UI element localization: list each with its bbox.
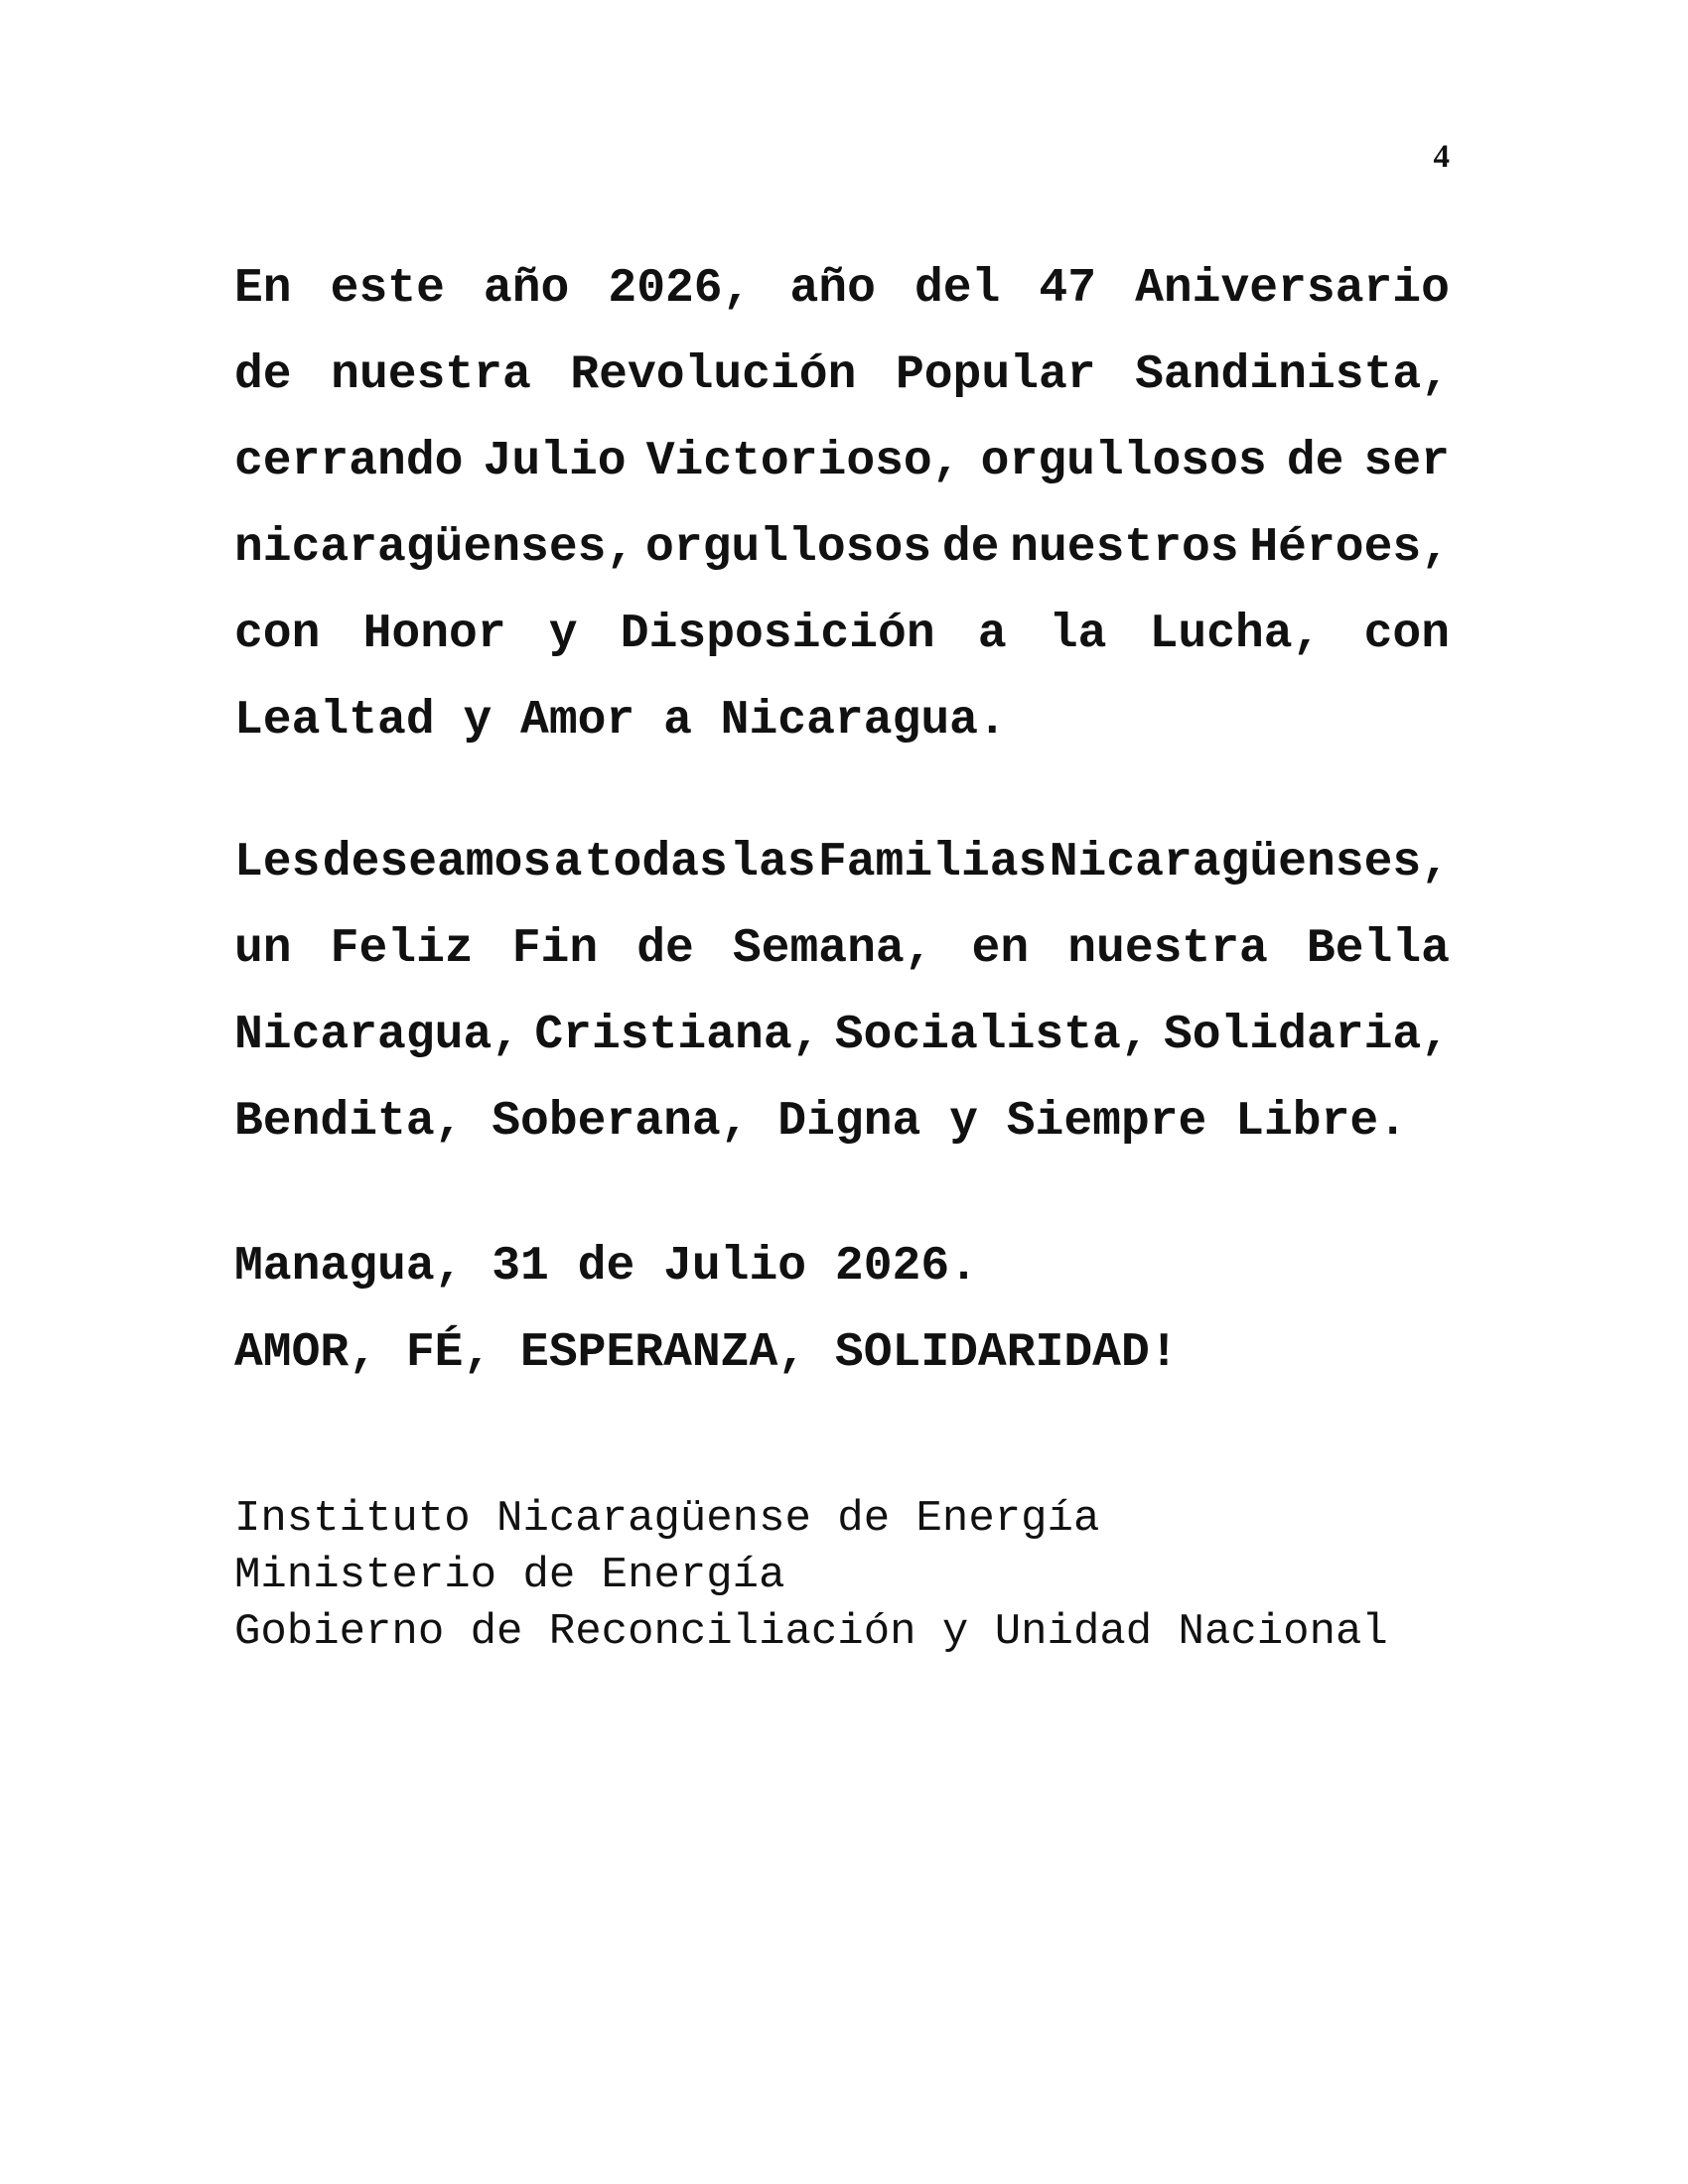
signature-line-government: Gobierno de Reconciliación y Unidad Nacional xyxy=(234,1607,1388,1657)
word: Sandinista, xyxy=(1135,348,1450,402)
word: En xyxy=(234,262,292,316)
word: del xyxy=(914,262,1001,316)
date-line: Managua, 31 de Julio 2026. xyxy=(234,1240,978,1294)
word: Nicaragüenses, xyxy=(1049,836,1450,889)
signature-line-ministry: Ministerio de Energía xyxy=(234,1551,785,1600)
word: en xyxy=(971,922,1030,976)
word: Solidaria, xyxy=(1163,1009,1450,1062)
paragraph-line xyxy=(234,993,1450,1079)
word: Bella xyxy=(1306,922,1450,976)
word: Les xyxy=(234,836,321,889)
word: nuestra xyxy=(331,348,531,402)
word: la xyxy=(1049,608,1107,661)
motto-line: AMOR, FÉ, ESPERANZA, SOLIDARIDAD! xyxy=(234,1326,1179,1380)
word: nicaragüenses, xyxy=(234,521,635,575)
word: 47 xyxy=(1039,262,1097,316)
word: Julio xyxy=(483,435,627,488)
word: año xyxy=(789,262,876,316)
word: de xyxy=(1286,435,1344,488)
word: nuestros xyxy=(1010,521,1239,575)
paragraph-greeting xyxy=(234,820,1450,1165)
word: 2026, xyxy=(608,262,752,316)
word: Revolución xyxy=(570,348,857,402)
word: Fin xyxy=(511,922,599,976)
word: Disposición xyxy=(620,608,935,661)
word: año xyxy=(483,262,570,316)
word: Familias xyxy=(817,836,1048,889)
word: Semana, xyxy=(732,922,933,976)
word: ser xyxy=(1363,435,1450,488)
word: con xyxy=(1363,608,1450,661)
word: Honor xyxy=(362,608,506,661)
word: Aniversario xyxy=(1135,262,1450,316)
word: Héroes, xyxy=(1249,521,1450,575)
word: a xyxy=(553,836,583,889)
paragraph-anniversary xyxy=(234,246,1450,764)
word: con xyxy=(234,608,321,661)
word: Popular xyxy=(895,348,1096,402)
signature-block xyxy=(234,1491,1466,1661)
word: orgullosos xyxy=(980,435,1267,488)
word: de xyxy=(941,521,1000,575)
word: Victorioso, xyxy=(645,435,961,488)
word: Nicaragua, xyxy=(234,1009,521,1062)
paragraph-line xyxy=(234,419,1450,505)
word: todas xyxy=(584,836,728,889)
paragraph-line: Lealtad y Amor a Nicaragua. xyxy=(234,694,1007,748)
paragraph-line xyxy=(234,246,1450,333)
paragraph-line xyxy=(234,906,1450,993)
closing-block xyxy=(234,1224,1450,1397)
word: deseamos xyxy=(322,836,552,889)
paragraph-line xyxy=(234,820,1450,906)
word: un xyxy=(234,922,292,976)
word: las xyxy=(730,836,816,889)
paragraph-line xyxy=(234,592,1450,678)
word: orgullosos xyxy=(645,521,932,575)
paragraph-line xyxy=(234,505,1450,592)
word: a xyxy=(977,608,1007,661)
word: Cristiana, xyxy=(534,1009,821,1062)
word: este xyxy=(330,262,445,316)
paragraph-line: Bendita, Soberana, Digna y Siempre Libre. xyxy=(234,1095,1407,1149)
word: cerrando xyxy=(234,435,464,488)
word: de xyxy=(636,922,694,976)
word: Lucha, xyxy=(1149,608,1322,661)
word: Feliz xyxy=(330,922,474,976)
word: de xyxy=(234,348,292,402)
paragraph-line xyxy=(234,333,1450,419)
word: y xyxy=(548,608,578,661)
page-number: 4 xyxy=(1433,139,1450,175)
word: Socialista, xyxy=(834,1009,1150,1062)
signature-line-institute: Instituto Nicaragüense de Energía xyxy=(234,1494,1100,1544)
word: nuestra xyxy=(1067,922,1268,976)
